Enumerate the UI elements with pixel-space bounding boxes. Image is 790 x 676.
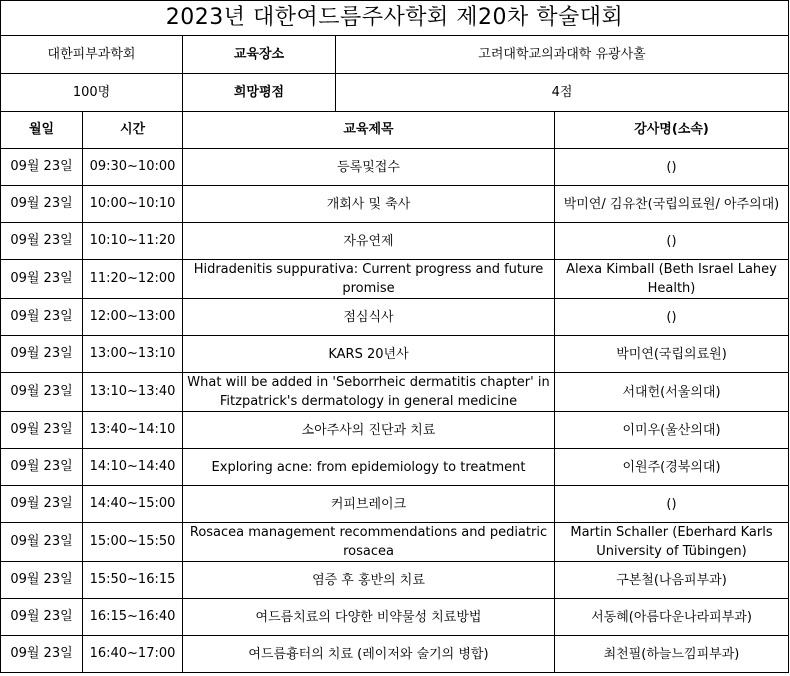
table-row — [1, 299, 789, 336]
table-row — [1, 260, 789, 299]
attendee-count: 100명 — [1, 74, 183, 112]
row-title: What will be added in 'Seborrheic dermatitis chapter' in Fitzpatrick's dermatology in general medicine — [183, 373, 555, 412]
table-row — [1, 186, 789, 223]
row-title: 점심식사 — [183, 299, 555, 336]
row-time: 14:40~15:00 — [83, 486, 183, 523]
row-date: 09월 23일 — [1, 223, 83, 260]
header-time: 시간 — [83, 112, 183, 149]
row-speaker: () — [555, 299, 789, 336]
row-title: 등록및접수 — [183, 149, 555, 186]
row-title: Exploring acne: from epidemiology to treatment — [183, 449, 555, 486]
header-date: 월일 — [1, 112, 83, 149]
row-title: Rosacea management recommendations and pediatric rosacea — [183, 523, 555, 562]
row-speaker: 박미연(국립의료원) — [555, 336, 789, 373]
row-speaker: () — [555, 223, 789, 260]
title-row — [1, 1, 789, 36]
row-date: 09월 23일 — [1, 599, 83, 636]
table-row — [1, 599, 789, 636]
row-date: 09월 23일 — [1, 149, 83, 186]
row-date: 09월 23일 — [1, 523, 83, 562]
row-time: 16:40~17:00 — [83, 636, 183, 673]
row-title: 소아주사의 진단과 치료 — [183, 412, 555, 449]
row-time: 15:00~15:50 — [83, 523, 183, 562]
row-date: 09월 23일 — [1, 299, 83, 336]
row-time: 16:15~16:40 — [83, 599, 183, 636]
row-speaker: 최천필(하늘느낌피부과) — [555, 636, 789, 673]
row-title: 커피브레이크 — [183, 486, 555, 523]
table-row — [1, 336, 789, 373]
table-header-row — [1, 112, 789, 149]
row-speaker: Martin Schaller (Eberhard Karls University of Tübingen) — [555, 523, 789, 562]
venue-label: 교육장소 — [183, 36, 336, 74]
row-date: 09월 23일 — [1, 562, 83, 599]
page-title: 2023년 대한여드름주사학회 제20차 학술대회 — [1, 1, 789, 36]
row-speaker: 박미연/ 김유찬(국립의료원/ 아주의대) — [555, 186, 789, 223]
row-time: 10:10~11:20 — [83, 223, 183, 260]
info-row-venue — [1, 36, 789, 74]
row-title: 여드름치료의 다양한 비약물성 치료방법 — [183, 599, 555, 636]
score-value: 4점 — [336, 74, 789, 112]
row-title: Hidradenitis suppurativa: Current progress and future promise — [183, 260, 555, 299]
row-speaker: 이미우(울산의대) — [555, 412, 789, 449]
table-row — [1, 562, 789, 599]
row-title: 여드름흉터의 치료 (레이저와 술기의 병합) — [183, 636, 555, 673]
row-title: 염증 후 홍반의 치료 — [183, 562, 555, 599]
table-row — [1, 223, 789, 260]
table-row — [1, 449, 789, 486]
header-title: 교육제목 — [183, 112, 555, 149]
table-row — [1, 486, 789, 523]
row-title: 개회사 및 축사 — [183, 186, 555, 223]
info-row-score — [1, 74, 789, 112]
row-time: 12:00~13:00 — [83, 299, 183, 336]
row-date: 09월 23일 — [1, 449, 83, 486]
row-speaker: () — [555, 149, 789, 186]
organizer-cell: 대한피부과학회 — [1, 36, 183, 74]
row-date: 09월 23일 — [1, 486, 83, 523]
row-date: 09월 23일 — [1, 336, 83, 373]
row-date: 09월 23일 — [1, 186, 83, 223]
row-time: 14:10~14:40 — [83, 449, 183, 486]
row-time: 13:40~14:10 — [83, 412, 183, 449]
row-date: 09월 23일 — [1, 636, 83, 673]
table-row — [1, 149, 789, 186]
table-row — [1, 636, 789, 673]
row-title: KARS 20년사 — [183, 336, 555, 373]
header-speaker: 강사명(소속) — [555, 112, 789, 149]
row-speaker: 서대헌(서울의대) — [555, 373, 789, 412]
row-time: 09:30~10:00 — [83, 149, 183, 186]
row-title: 자유연제 — [183, 223, 555, 260]
row-date: 09월 23일 — [1, 260, 83, 299]
table-row — [1, 412, 789, 449]
row-speaker: 구본철(나음피부과) — [555, 562, 789, 599]
row-date: 09월 23일 — [1, 373, 83, 412]
row-speaker: 이원주(경북의대) — [555, 449, 789, 486]
row-speaker: 서동혜(아름다운나라피부과) — [555, 599, 789, 636]
row-date: 09월 23일 — [1, 412, 83, 449]
row-speaker: () — [555, 486, 789, 523]
score-label: 희망평점 — [183, 74, 336, 112]
row-time: 11:20~12:00 — [83, 260, 183, 299]
row-time: 13:10~13:40 — [83, 373, 183, 412]
venue-value: 고려대학교의과대학 유광사홀 — [336, 36, 789, 74]
row-time: 15:50~16:15 — [83, 562, 183, 599]
row-time: 13:00~13:10 — [83, 336, 183, 373]
row-speaker: Alexa Kimball (Beth Israel Lahey Health) — [555, 260, 789, 299]
row-time: 10:00~10:10 — [83, 186, 183, 223]
table-row — [1, 373, 789, 412]
table-row — [1, 523, 789, 562]
